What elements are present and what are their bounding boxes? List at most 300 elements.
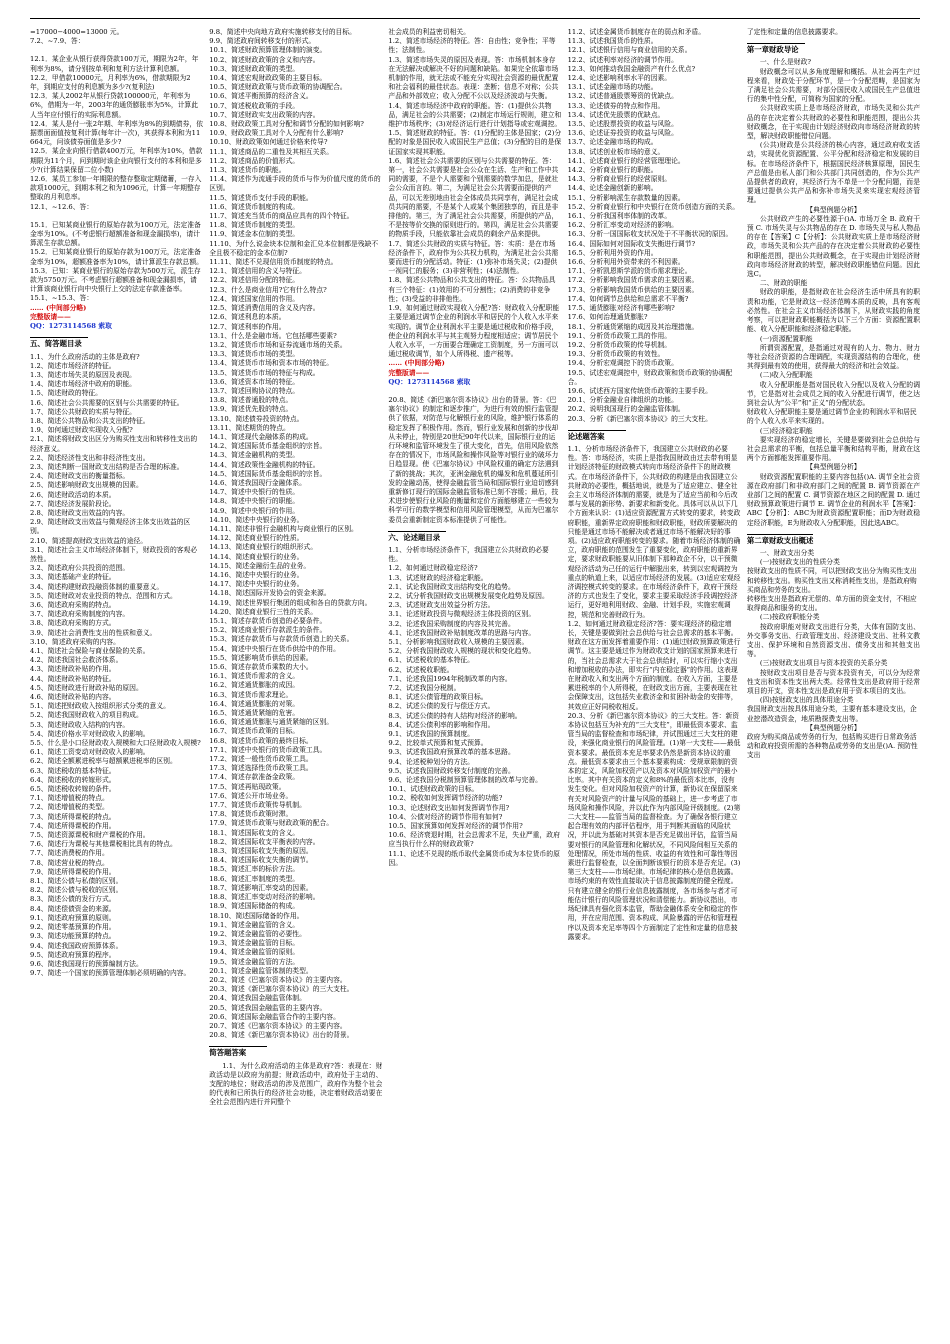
text-line: 17.1、简述中央银行的货币政策工具。 bbox=[209, 745, 327, 754]
text-line: 7.2、试述我国分税制。 bbox=[388, 684, 461, 693]
text-line: 15.5、简述影响货币供给的因素。 bbox=[209, 653, 313, 662]
text-line: 17.9、简述货币政策与财政政策的配合。 bbox=[209, 819, 334, 828]
text-line: 19.2、分析货币政策的传导机制。 bbox=[567, 340, 672, 349]
text-line: 8.2、简述公债与税收的区别。 bbox=[30, 886, 123, 895]
text-line: 14.20、简述商业银行三性的关系。 bbox=[209, 607, 318, 616]
text-line: 1.7、简述公共财政的实质与特征。 bbox=[30, 407, 136, 416]
text-line: =17000−4000=13000 元。 bbox=[30, 28, 124, 36]
text-line: 12.5、简述消费信用的含义及内容。 bbox=[209, 304, 320, 313]
text-line: 11.9、简述金本位制的类型。 bbox=[209, 230, 300, 239]
text-line: …… (中间部分略) bbox=[388, 359, 445, 368]
text-line: 10.6、经济衰退时期，社会总需求不足，失业严重，政府应当执行什么样的财政政策? bbox=[388, 831, 560, 849]
text-line: 4.1、简述社会保险与商业保险的关系。 bbox=[30, 647, 150, 655]
text-line: 所谓资源配置，是指通过对现有的人力、物力、财力等社会经济资源的合理调配，实现资源结构的合理化，使其得到最有效的使用，获得最大的经济和社会效益。 bbox=[746, 343, 921, 371]
text-line: 1.3、简述市场失灵的原因及表现。答：市场机制本身存在无法解决或解决不好的问题和缺陷。如果完全依靠市场机制的作用，就无法或不能充分实现社会资源的最优配置和社会福利的最佳状态。表现：垄断；信息不对称；公共产品和外部效应；收入分配不公以及经济波动与失衡。 bbox=[388, 55, 559, 101]
text-line: 2.9、简述财政支出效益与微观经济主体支出效益的区别。 bbox=[30, 518, 191, 536]
text-line: 8.4、简述偿债资金的来源。 bbox=[30, 904, 116, 913]
text-line: 12.3．某人2002年从银行贷款100000元，年利率为6%，借期为一年，2003年的通货膨胀率为5%，计算此人当年应付银行的实际利息额。 bbox=[30, 92, 199, 119]
text-line: 10.10、财政政策如何通过价格来传导? bbox=[209, 138, 328, 147]
text-line: 收入分配职能是指对国民收入分配以及收入分配的调节，它是指对社会成员之间的收入分配进行调节，使之达到社会认为“公平”和“正义”的分配状态。 bbox=[746, 380, 921, 407]
text-line: 5.1、分析影响我国财政收入规模的主要因素。 bbox=[388, 638, 529, 646]
text-line: 20.2、简述《巴塞尔资本协议》的主要内容。 bbox=[209, 975, 347, 984]
text-line: 12.3、什么是商业信用?它有什么特点? bbox=[209, 285, 327, 294]
text-line: 13.8、简述普通股的特点。 bbox=[209, 396, 293, 405]
text-line: 7.1、论述我国1994年税制改革的内容。 bbox=[388, 674, 512, 683]
text-line: 13.4、试述优先股票的优缺点。 bbox=[567, 110, 665, 119]
text-line: QQ：1273114568 索取 bbox=[30, 322, 112, 331]
text-line: (四)按财政支出的具体用途分类 bbox=[759, 696, 854, 705]
text-line: 一、财政支出分类 bbox=[759, 548, 815, 557]
text-line: 二、财政的职能 bbox=[759, 279, 808, 288]
text-line: 4.3、简述财政补贴的作用。 bbox=[30, 665, 116, 674]
text-line: 8.4、试述公债利率的影响和作用。 bbox=[388, 720, 495, 729]
text-line: 13.2、试述普通股票筹资的优缺点。 bbox=[567, 92, 678, 101]
text-line: 完整版请—— bbox=[388, 368, 430, 377]
text-line: 10.7、简述税收政策的手段。 bbox=[209, 101, 300, 110]
text-line: 7.5、简述资源课税和财产课税的作用。 bbox=[30, 831, 150, 840]
text-line: 3.6、简述政府采购的特点。 bbox=[30, 600, 116, 609]
text-line: 7.6、简述行为课税与其他课税相比具有的特点。 bbox=[30, 840, 177, 849]
section-heading: 第二章财政支出概述 bbox=[746, 535, 814, 545]
text-line: 20.8、简述《新巴塞尔资本协议》出台的背景。 bbox=[209, 1031, 354, 1040]
text-line: 2.7、简述经济发展阶段论。 bbox=[30, 499, 116, 508]
text-line: 18.10、简述国际储备的作用。 bbox=[209, 911, 304, 920]
text-line: 13.7、简述回购协议的特点。 bbox=[209, 386, 300, 395]
text-line: 7.9、简述所得课税的作用。 bbox=[30, 867, 116, 876]
text-line: 18.7、简述影响汇率变动的因素。 bbox=[209, 883, 313, 892]
text-line: 7.1、简述增值税的特点。 bbox=[30, 794, 109, 803]
text-line: 2.2、试分析我国财政支出规模发展变化趋势及原因。 bbox=[388, 591, 549, 600]
text-line: 12.3、如何推动我国金融资产有什么优点? bbox=[567, 64, 696, 73]
text-line: 11.2、简述商品的价值形式。 bbox=[209, 156, 300, 165]
text-line: 14.15、简述金融衍生品的业务。 bbox=[209, 561, 311, 570]
text-line: 14.5、简述国际货币基金组织的宗旨。 bbox=[209, 469, 327, 478]
text-line: 2.6、简述财政活动的本质。 bbox=[30, 490, 116, 499]
text-line: 14.1、论述商业银行的经营管理理论。 bbox=[567, 156, 685, 165]
text-line: 1.9、如何通过财政实现收入分配? bbox=[30, 426, 133, 435]
text-line: 11.1、简述商品的二重性及其相互关系。 bbox=[209, 147, 334, 156]
text-line: (二)按政府职能分类 bbox=[759, 613, 820, 622]
text-line: 1.3、简述市场失灵的原因及表现。 bbox=[30, 370, 136, 379]
column-1 bbox=[30, 28, 203, 1328]
text-line: 2.10、简述提高财政支出效益的途径。 bbox=[30, 536, 148, 545]
text-line: 6.4、简述税收的转嫁形式。 bbox=[30, 775, 116, 784]
text-line: 19.1、简述金融监管的含义。 bbox=[209, 920, 300, 929]
top-rule bbox=[30, 18, 920, 19]
text-line: 12.5．某企业向银行借款400万元，年利率为10%，借款期限为11个月，问到期时该企业向银行支付的本利和是多少?(计算结果保留二位小数) bbox=[30, 147, 203, 174]
text-line: 17.5、通货膨胀对经济有哪些影响? bbox=[567, 304, 675, 313]
section-heading: 论述题答案 bbox=[568, 430, 626, 441]
text-line: (一)资源配置职能 bbox=[759, 334, 813, 343]
column-4 bbox=[568, 28, 741, 1328]
text-line: 5.1、简述把财政收入按组织形式分类的意义。 bbox=[30, 702, 170, 711]
text-line: 14.18、简述国际开发协会的资金来源。 bbox=[209, 589, 331, 598]
text-line: 14.1、简述现代金融体系的构成。 bbox=[209, 432, 313, 441]
text-line: 6.1、简述工资变动对财政收入的影响。 bbox=[30, 748, 150, 757]
text-line: 14.19、简述世界银行集团的组成和各自的贷款方向。 bbox=[209, 598, 372, 607]
text-line: 11.11、简述不兑现信用货币制度的特点。 bbox=[209, 258, 338, 267]
text-line: 20.1、分析金融业自律组织的功能。 bbox=[567, 396, 678, 405]
text-line: 4.1、论述我国财政补贴制度改革的思路与内容。 bbox=[388, 628, 536, 637]
text-line: 3.2、简述政府公共投资的范围。 bbox=[30, 564, 130, 573]
text-line: 14.14、简述商业银行的业务。 bbox=[209, 552, 304, 561]
spacer bbox=[388, 387, 561, 396]
text-line: 4.5、简述财政进行财政补贴的原因。 bbox=[30, 683, 143, 692]
text-line: 20.1、简述金融监管体制的类型。 bbox=[209, 966, 313, 975]
text-line: 15.1、分析影响派生存款数量的因素。 bbox=[567, 193, 685, 202]
text-line: 1.2、如何通过财政稳定经济? bbox=[388, 564, 478, 573]
text-line: 1.6、简述社会公共需要的区别与公共需要的特征。 bbox=[30, 398, 184, 407]
text-line: 按财政支出的性质不同，可以把财政支出分为购买性支出和转移性支出。购买性支出又称消耗性支出，是指政府购买商品和劳务的支出。 bbox=[746, 567, 917, 594]
text-line: 11.1、论述不兑现的纸币取代金属货币成为本位货币的原因。 bbox=[388, 849, 560, 867]
text-line: 10.8、财政政策工具对分配和调节分配的如何影响? bbox=[209, 120, 364, 129]
text-line: 17.8、简述货币政策时滞。 bbox=[209, 810, 293, 819]
text-line: 11.2、试述金属货币制度存在的弱点和矛盾。 bbox=[567, 28, 706, 36]
text-line: 20.3、分析《新巴塞尔资本协议》的三大支柱。答：新资本协议包括互为补充的“三大支柱”，即最低资本要求、监管当局的监督检查和市场纪律，并试图通过三大支柱的建设，来强化商业银行的风险管理。(1)第一大支柱——最低资本要求。最低资本充足率要求仍然是新资本协议的重点。最低资本要求由三个基本要素构成：受规章限制的资本的定义，风险加权资产以及资本对风险加权资产的最小比率。其中有关资本的定义和8%的最低资本比率，没有发生变化。但对风险加权资产的计算，新协议在保留原来有关对风险资产的计量与风险的基础上，进一步考虑了市场风险和操作风险，并以此作为内部风险评级制度。(2)第二大支柱——监管当局的监督检查。为了确保各银行建立起合理有效的内部评估程序，用于判断其面临的风险状况，并以此为基础对其资本是否充足做出评估，监管当局要对银行的风险管理和化解状况，不同风险间相互关系的处理情况，所处市场的性质、收益的有效性和可靠性等因素进行监督检查，以全面判断该银行的资本是否充足。(3)第三大支柱——市场纪律。市场纪律的核心是信息披露。市场约束的有效性直接取决于信息披露制度的健全程度。只有建立健全的银行业信息披露制度，各市场参与者才可能估计银行的风险管理状况和清偿能力。新协议指出，市场纪律具有强化资本监管，帮助金融体系安全和稳定的作用，并在应用范围、资本构成、风险暴露的评估和管理程序以及资本充足率等四个方面制定了定性和定量的信息披露要求。 bbox=[567, 711, 741, 941]
text-line: 8.2、试述公债的发行与偿还方式。 bbox=[388, 702, 495, 711]
text-line: 17.3、简述选择性货币政策工具。 bbox=[209, 764, 313, 773]
text-line: 18.9、简述国际储备的构成。 bbox=[209, 902, 300, 911]
text-line: 9.5、简述政府预算的程序。 bbox=[30, 950, 116, 959]
text-line: 20.3、简述《新巴塞尔资本协议》的三大支柱。 bbox=[209, 985, 354, 994]
text-line: 18.1、分析通货紧缩的成因及其治理措施。 bbox=[567, 322, 699, 331]
text-line: 财政资源配置职能的主要内容包括()A. 调节全社会资源在政府部门和非政府部门之间的配置 B. 调节资源在产业部门之间的配置 C. 调节资源在地区之间的配置 D. 通过财政预算政策进行调节 E. 调节企业的利润水平【答案】：ABC【分析】：ABC为财政资源配置职能；而D为财政稳定经济职能，E为财政收入分配职能，因此选ABC。 bbox=[746, 472, 921, 527]
text-line: 17.3、分析影响我国货币供给的主要因素。 bbox=[567, 285, 699, 294]
text-line: 1.5、简述财政的特征。答：(1)分配的主体是国家；(2)分配的对象是国民收入或国民生产总值；(3)分配的目的是保证国家实现其职能。 bbox=[388, 129, 562, 156]
text-line: 11.10、为什么说金块本位制和金汇兑本位制都是残缺不全且极不稳定的金本位制? bbox=[209, 239, 379, 257]
text-line: 3.1、简述社会主义市场经济体制下，财政投资的客观必然性。 bbox=[30, 545, 198, 563]
text-line: 3.3、简述基础产业的特征。 bbox=[30, 573, 116, 582]
text-line: 13.11、简述期货的特点。 bbox=[209, 423, 290, 432]
text-line: 17.2、简述一般性货币政策工具。 bbox=[209, 755, 313, 764]
text-line: 16.1、简述货币需求的含义。 bbox=[209, 672, 300, 681]
text-line: 【典型例题分析】 bbox=[806, 723, 861, 732]
text-line: 1.2、简述市场经济的特征。答：自由性；竞争性；平等性；法制性。 bbox=[388, 37, 556, 55]
text-line: 19.5、简述金融监管的方法。 bbox=[209, 957, 300, 966]
text-line: 9.3、简述功能预算的特点。 bbox=[30, 932, 116, 941]
text-line: 政府为购买商品或劳务的行为，包括购买进行日常政务活动和政府投资所需的各种物品或劳务的支出是()A. 预防性支出 bbox=[746, 733, 918, 760]
text-line: 14.17、简述中央银行的业务。 bbox=[209, 580, 304, 589]
text-line: 2.1、简述将财政支出区分为购买性支出和转移性支出的经济意义。 bbox=[30, 435, 198, 453]
text-line: 10.7、简述财政实支出政策的内容。 bbox=[209, 110, 320, 119]
text-line: 18.8、简述汇率变动对经济的影响。 bbox=[209, 893, 320, 902]
text-line: 12.4、论述影响利率水平的因素。 bbox=[567, 74, 672, 83]
text-line: 12.6、简述利息的本质。 bbox=[209, 313, 286, 322]
text-line: 1.8、简述公共物品和公共支出的特征。 bbox=[30, 416, 150, 425]
text-line: 15.1、简述存款货币创造的必要条件。 bbox=[209, 617, 327, 625]
text-line: 5.2、简述我国财政收入的项目构成。 bbox=[30, 711, 143, 720]
text-line: 5.5、什么是小口径财政收入规模和大口径财政收入规模? bbox=[30, 739, 201, 748]
text-line: 1.1、为什么政府活动的主体是政府? bbox=[30, 352, 140, 361]
text-line: 1.1、分析市场经济条件下，我国建立公共财政的必要性。答：市场经济，实质上是指我国财政由过去带有明显计划经济特征的财政模式转向市场经济条件下的财政模式。在市场经济条件下，公共财政的构建是由我国建立公共财政的必要性，概括地说，就是为了适应建立、健全社会主义市场经济体制的需要，就是为了适应当前和今后改革与发展的新形势、新要求和新变化。具体可以从以下几个方面来认识：(1)适应资源配置方式转变的要求，转变政府职能，重新界定政府职能和财政职能，财政所要解决的只能是通过市场不能解决或者通过市场不能解决好的事项。(2)适应政府职能转变的要求。随着市场经济体制的确立，政府职能的范围发生了重要变化，政府职能的重新界定，要求财政职能要从旧体制下那种政企不分，以干预微观经济活动为己任的运行中解脱出来，转到以宏观调控为重点的轨道上来，以适应市场经济的发展。(3)适应宏观经济调控模式转变的要求。在市场经济条件下，政府干预经济的方式也发生了变化，要求主要采取经济手段调控经济运行，更好地利用财政、金融、计划手段，实施宏观调控，规范和完善财政行为。 bbox=[567, 444, 741, 619]
text-line: 13.7、论述金融市场的构成。 bbox=[567, 138, 658, 147]
text-line: 7.7、简述消费税的作用。 bbox=[30, 849, 109, 858]
text-line: 19.5、试述宏观调控中，财政政策和货币政策的协调配合。 bbox=[567, 368, 733, 386]
text-line: 18.2、简述国际收支平衡表的内容。 bbox=[209, 837, 320, 846]
text-line: 1.2、简述市场经济的特征。 bbox=[30, 361, 116, 370]
text-line: 6.2、试述税收职能。 bbox=[388, 665, 454, 674]
text-line: 12.1、~12.6、答： bbox=[30, 202, 94, 211]
text-line: 13.6、论述证券投资的收益与风险。 bbox=[567, 129, 678, 138]
text-line: 4.6、简述财政补贴的内容。 bbox=[30, 693, 116, 702]
text-line: 1.5、简述财政的特征。 bbox=[30, 389, 102, 398]
text-line: 16.2、分析汇率变动对经济的影响。 bbox=[567, 221, 678, 230]
text-line: 1.9、如何通过财政实现收入分配?答：财政收入分配职能主要是通过调节企业的利润水平和居民的个人收入水平来实现的。调节企业利润水平主要是通过税收和价格手段，使企业的利润水平与其主观努力程度相适应；调节居民个人收入水平，一方面要合理确定工资制度，另一方面可以通过税收调节，如个人所得税、遗产税等。 bbox=[388, 304, 560, 359]
section-heading: 第一章财政导论 bbox=[747, 43, 805, 54]
text-line: 1.2、如何通过财政稳定经济?答：要实现经济的稳定增长，关键是要做到社会总供给与社会总需求的基本平衡。财政在这方面发挥着重要作用：(1)通过财政预算政策进行调节。这主要是通过作为财政收支计划的国家预算来进行的，当社会总需求大于社会总供给时，可以实行缩小支出和增加税收的办法，即实行“内在稳定器”的作用。这表现在财政收入和支出两个方面的制度。在收入方面，主要是累进税率的个人所得税，在财政支出方面，主要表现在社会保障支出，这包括失业救济金和贫困补助金的安排等，其效应正好同税收相反。 bbox=[567, 619, 741, 711]
text-line: 18.1、简述国际收支的含义。 bbox=[209, 828, 300, 837]
text-line: 1.1、分析市场经济条件下，我国建立公共财政的必要性。 bbox=[388, 545, 549, 564]
text-line: 公共财政产生的必要性源于()A. 市场万全 B. 政府干预 C. 市场失灵与公共物品的存在 D. 市场失灵与私人物品的存在【答案】C【分析】：公共财政实质上是市场经济财政，市场失灵和公共产品的存在决定着公共财政的必要性和职能范围，提出公共财政概念，在于实现由计划经济财政向市场经济财政的转型，解决财政职能错位问题。因此选C。 bbox=[746, 214, 921, 279]
text-line: 10.6、简述平衡预算的经济含义。 bbox=[209, 92, 313, 101]
text-line: 16.3、简述货币需求理论。 bbox=[209, 690, 293, 699]
text-line: 18.6、简述汇率制度的类型。 bbox=[209, 874, 300, 883]
text-line: 17.6、简述公开市场业务。 bbox=[209, 791, 293, 800]
text-line: 10.4、公债对经济的调节作用有如何? bbox=[388, 812, 503, 821]
text-line: 11.4、简述作为流通手段的货币与作为价值尺度的货币的区别。 bbox=[209, 175, 381, 193]
text-line: 1.8、简述公共物品和公共支出的特征。答：公共物品具有三个特征：(1)效用的不可分割性；(2)消费的非竞争性；(3)受益的非排他性。 bbox=[388, 276, 556, 303]
text-line: 14.16、简述中央银行的业务。 bbox=[209, 570, 304, 579]
text-line: 15.2、分析商业银行和中央银行在货币创造方面的关系。 bbox=[567, 202, 740, 211]
text-line: 9.9、简述政府间转移支付的形式。 bbox=[209, 37, 316, 46]
text-line: 14.3、简述金融机构的类型。 bbox=[209, 451, 300, 460]
text-line: 按财政支出项目是否与资本投资有关，可以分为经常性支出和资本性支出两大类。经常性支出是政府用于经常项目的开支，资本性支出是政府用于资本项目的支出。 bbox=[746, 668, 921, 696]
text-line: 7.8、简述营业税的特点。 bbox=[30, 858, 109, 867]
text-line: 14.4、简述政策性金融机构的特征。 bbox=[209, 460, 320, 469]
section-heading: 简答题答案 bbox=[209, 1046, 267, 1057]
text-line: 12.6．某员工参加一年期限的整存整取定期储蓄，一存入款项1000元，到期本利之和为1096元，计算一年期整存整取的月利息率。 bbox=[30, 175, 202, 202]
text-line: 16.3、分析一国国际收支状况处于不平衡状况的原因。 bbox=[567, 230, 733, 239]
text-line: 16.1、分析我国利率体制的改革。 bbox=[567, 212, 672, 221]
text-line: 9.1、试述我国的预算制度。 bbox=[388, 730, 474, 739]
text-line: 14.8、简述中央银行的职能。 bbox=[209, 497, 300, 506]
text-line: 19.4、简述金融监管的原则。 bbox=[209, 948, 300, 957]
text-line: 按政府职能对财政支出进行分类，大体有国防支出、外交事务支出、行政管理支出、经济建设支出、社科文教支出、保护环境和自然资源支出、债务支出和其他支出等。 bbox=[746, 622, 921, 659]
text-line: 12.7、简述利率的作用。 bbox=[209, 322, 286, 331]
column-5 bbox=[747, 28, 920, 1328]
text-line: 9.5、试述我国财政转移支付制度的完善。 bbox=[388, 766, 515, 775]
text-line: 公共财政实质上是市场经济财政，市场失灵和公共产品的存在决定着公共财政的必要性和职能范围，提出公共财政概念，在于实现由计划经济财政向市场经济财政的转型，解决财政职能错位问题。 bbox=[746, 104, 921, 141]
text-line: 财政的职能，是指财政在社会经济生活中所具有的职责和功能，它是财政这一经济范畴本质的反映，具有客观必然性。在社会主义市场经济体制下，从财政实践的角度考察，可以把财政职能概括为以下三个方面：资源配置职能、收入分配职能和经济稳定职能。 bbox=[746, 288, 921, 334]
text-line: 12.1、简述信用的含义与特征。 bbox=[209, 267, 306, 276]
text-line: 12.1．某企业从银行获得贷款100万元，期限为2年，年利率为8%，请分别按单利和复利方法计算利息额。 bbox=[30, 55, 199, 73]
text-line: 13.8、试述创业板市场的意义。 bbox=[567, 147, 665, 156]
text-line: 8.3、试述公债的持有人结构对经济的影响。 bbox=[388, 711, 522, 720]
text-line: 13.3、简述货币市场的类型。 bbox=[209, 350, 300, 359]
text-line: 20.4、简述我国金融监管体制。 bbox=[209, 994, 306, 1003]
text-line: 13.1、什么是金融市场。它包括哪些要素? bbox=[209, 331, 337, 340]
text-line: 7.2、~7.9、答： bbox=[30, 37, 85, 46]
text-line: 8.1、试述公债管理的政策目标。 bbox=[388, 693, 488, 702]
text-line: 15.1、~15.3、答： bbox=[30, 294, 94, 303]
text-line: 17.4、简述存款准备金政策。 bbox=[209, 773, 300, 782]
text-line: 15.4、简述中央银行在货币供给中的作用。 bbox=[209, 644, 340, 653]
text-line: (二)收入分配职能 bbox=[759, 371, 813, 380]
text-line: 13.5、论述股票投资的收益与风险。 bbox=[567, 120, 678, 129]
text-line: 1.6、简述社会公共需要的区别与公共需要的特征。答：第一，社会公共需要是社会公众在生活、生产和工作中共同的需要，不是个人需要和个别需要的数学加总，是就社会公众而言的。第二，为满足社会公共需要而提供的产品，可以无差别地由社会全体成员共同享有，满足社会成员共同的需要，不是某个人或某个集团独享的，而且是非排他的。第三，为了满足社会公共需要，所提供的产品，不是按等价交换的原则进行的。第四，满足社会公共需要的物质手段，只能依靠社会成员的剩余产品来提供。 bbox=[388, 156, 559, 239]
text-line: 13.9、简述优先股的特点。 bbox=[209, 405, 293, 414]
text-line: 16.5、分析利用外资的作用。 bbox=[567, 248, 658, 257]
section-heading: 六、论述题目录 bbox=[388, 531, 446, 542]
text-line: 17.5、简述再贴现政策。 bbox=[209, 782, 286, 791]
text-line: …… (中间部分略) bbox=[30, 303, 87, 312]
text-line: 16.6、分析利用外资带来的不利因素。 bbox=[567, 258, 685, 267]
text-line: 20.6、简述国际金融监管合作的主要内容。 bbox=[209, 1012, 340, 1021]
text-line: 20.8、简述《新巴塞尔资本协议》出台的背景。答：《巴塞尔协议》的制定和逐步推广，为进行有效的银行监管提供了依据，对防范与化解银行业的风险，维护银行体系的稳定发挥了积极作用。然而，银行业发展和创新的步伐却从未停止，特别是20世纪90年代以来，国际银行业的运行环境和监管环境发生了很大变化，首先，信用风险依然存在的情况下，市场风险和操作风险等对银行业的破坏力日趋显现。使《巴塞尔协议》中风险权重的确定方法遇到了新的挑战；其次，亚洲金融危机的爆发和危机蔓延所引发的金融动荡，使得金融监管当局和国际银行业迫切感到重新修订现行的国际金融监管标准已刻不容缓；最后，技术进步使银行业风险的衡量和定价方面能够建立一些较为科学可行的数学模型和信用风险管理模型，从而为巴塞尔委员会重新制定资本标准提供了可能性。 bbox=[388, 395, 559, 524]
text-line: 9.2、比较单式预算和复式预算。 bbox=[388, 739, 488, 748]
text-line: 2.2、简述经济性支出和非经济性支出。 bbox=[30, 453, 150, 462]
text-line: 14.13、简述商业银行的组织形式。 bbox=[209, 543, 318, 552]
text-line: 3.1、论述财政投资与微观经济主体投资的区别。 bbox=[388, 610, 536, 619]
text-line: 10.2、税收如何发挥调节经济的功能? bbox=[388, 794, 503, 803]
text-line: 13.2、简述货币市场和证券流通市场的关系。 bbox=[209, 340, 347, 349]
text-line: 20.3、分析《新巴塞尔资本协议》的三大支柱。 bbox=[567, 414, 712, 423]
text-line: 5.3、简述财政收入结构的内容。 bbox=[30, 720, 130, 729]
text-line: 8.3、简述公债的发行方式。 bbox=[30, 895, 116, 904]
text-line: (公共)财政是公共经济的核心内容，通过政府收支活动，实现优化资源配置、公平分配和经济稳定和发展的目标。在市场经济条件下，根据国民经济核算原理，国民生产总值是由私人部门和公共部门共同创造的，作为公共产品提供者的政府，其经济行为不单是一个分配问题，而是要通过提供公共产品和弥补市场失灵来实现宏观经济管理。 bbox=[746, 141, 921, 205]
column-3 bbox=[388, 28, 561, 1328]
text-line: 【典型例题分析】 bbox=[806, 205, 861, 214]
text-line: 财政概念可以从多角度理解和概括。从社会再生产过程来看，财政处于分配环节，是一个分配范畴，是国家为了满足社会公共需要，对部分国民收入或国民生产总值进行的集中性分配，可简称为国家的分配。 bbox=[746, 67, 921, 104]
text-line: 14.3、分析商业银行的经营原则。 bbox=[567, 175, 672, 184]
text-line: 14.2、分析商业银行的职能。 bbox=[567, 166, 658, 175]
text-line: 19.4、分析宏观调控下的货币政策。 bbox=[567, 359, 678, 368]
text-line: 11.3、简述货币的职能。 bbox=[209, 166, 286, 175]
text-line: 2.3、试述财政支出效益分析方法。 bbox=[388, 601, 495, 610]
text-line: 10.1、简述财政预算管理体制的演变。 bbox=[209, 46, 327, 55]
text-line: 6.2、简述全额累进税率与超额累进税率的区别。 bbox=[30, 757, 177, 766]
text-line: 11.5、简述货币支付手段的职能。 bbox=[209, 193, 313, 202]
text-line: 16.4、简述通货膨胀的对策。 bbox=[209, 699, 300, 708]
text-line: (一)按财政支出的性质分类 bbox=[759, 558, 840, 567]
text-line: 10.5、简述财政政策与货币政策的协调配合。 bbox=[209, 83, 347, 92]
section-heading: 五、简答题目录 bbox=[30, 337, 88, 348]
text-line: 11.6、简述货币制度的构成。 bbox=[209, 202, 300, 211]
text-line: 5.4、简述价格水平对财政收入的影响。 bbox=[30, 729, 150, 738]
text-line: 20.2、说明我国现行的金融监管体制。 bbox=[567, 405, 685, 414]
text-line: 13.5、简述货币市场的特征与构成。 bbox=[209, 368, 320, 377]
text-line: 13.1、试述金融市场的功能。 bbox=[567, 83, 658, 92]
text-line: 16.4、国际如何对国际收支失衡进行调节? bbox=[567, 239, 696, 248]
text-line: 社会成员的利益密切相关。 bbox=[388, 28, 470, 36]
text-line: 6.1、试述税收的基本特征。 bbox=[388, 656, 474, 665]
text-line: 15.3．已知：某商业银行的原始存款为500万元，派生存款为5750万元。不考虑银行超额准备和现金漏损率，请计算该商业银行向中央银行上交的法定存款准备率。 bbox=[30, 266, 201, 294]
text-line: 9.8、简述中央向地方政府实施转移支付的目标。 bbox=[209, 28, 356, 36]
text-line: 转移性支出是指政府无偿的、单方面的资金支付，不相应取得商品和服务的支出。 bbox=[746, 594, 917, 613]
text-line: 4.2、简述我国社会救济体系。 bbox=[30, 656, 123, 665]
text-line: 16.8、简述货币政策的最终目标。 bbox=[209, 736, 313, 745]
text-line: 15.2、简述商业银行存款派生的条件。 bbox=[209, 626, 327, 635]
text-line: 17.2、分析影响我国货币需求的主要因素。 bbox=[567, 276, 699, 285]
text-line: 14.12、简述商业银行的性质。 bbox=[209, 534, 304, 543]
text-line: 16.6、简述通货膨胀与通货紧缩的区别。 bbox=[209, 718, 334, 727]
text-line: (三)按财政支出项目与资本投资的关系分类 bbox=[759, 659, 888, 668]
text-line: 20.5、简述我国金融监管的主要内容。 bbox=[209, 1003, 327, 1012]
text-line: 9.1、简述政府预算的原则。 bbox=[30, 913, 116, 922]
text-line: 3.7、简述政府采购制度的内容。 bbox=[30, 610, 130, 619]
text-line: 一、什么是财政? bbox=[759, 58, 812, 67]
text-line: 4.4、简述财政补贴的特征。 bbox=[30, 674, 116, 683]
text-line: 14.2、简述国际货币基金组织的宗旨。 bbox=[209, 442, 327, 451]
text-line: 3.8、简述政府采购的方式。 bbox=[30, 619, 116, 628]
text-line: 9.3、试述我国政府预算改革的基本思路。 bbox=[388, 748, 515, 757]
text-line: 11.3、试述我国货币的性质。 bbox=[567, 37, 658, 46]
text-line: 12.2、简述信用分配的特征。 bbox=[209, 276, 300, 285]
answer-text: 1.1、为什么政府活动的主体是政府?答：表现在：财政活动是以政府为前提；财政活动中，政府处于主动的、支配的地位；财政活动的涉及范围广，政府作为整个社会的代表和已所执行的经济社会功能，决定着财政活动要在全社会范围内进行并同整个 bbox=[209, 1061, 383, 1107]
text-line: 我国财政支出按具体用途分类，主要有基本建设支出，企业挖潜改造资金，地质勘探费支出等。 bbox=[746, 705, 917, 723]
text-line: 财政收入分配职能主要是通过调节企业的利润水平和居民的个人收入水平来实现的。 bbox=[746, 408, 917, 426]
text-line: 13.6、简述资本市场的特征。 bbox=[209, 377, 300, 386]
text-line: 14.10、简述中央银行的业务。 bbox=[209, 515, 304, 524]
text-line: 11.8、简述货币制度的类型。 bbox=[209, 221, 300, 230]
text-line: 17.6、如何治理通货膨胀? bbox=[567, 313, 648, 322]
text-line: 10.2、简述财政政策的含义和内容。 bbox=[209, 55, 320, 64]
text-line: 10.9、财政政策工具对个人分配有什么影响? bbox=[209, 129, 344, 138]
text-line: 12.4．某人是付一张2年期、年利率为8%的到期债券，依据票面面值按复利计算(每年计一次)，其获得本利和为11664元，问该债券面值是多少? bbox=[30, 119, 203, 147]
text-line: 6.5、简述税收转嫁的条件。 bbox=[30, 785, 116, 794]
text-line: 10.1、试述财政政策的目标。 bbox=[388, 785, 479, 794]
text-line: 19.2、简述金融监管的必要性。 bbox=[209, 929, 306, 938]
text-line: 14.7、简述中央银行的性质。 bbox=[209, 488, 300, 497]
text-line: 16.5、简述通货紧缩的危害。 bbox=[209, 709, 300, 718]
text-line: 19.6、试述西方国家传统货币政策的主要手段。 bbox=[567, 386, 712, 395]
text-line: 18.5、简述汇率的标价方法。 bbox=[209, 865, 300, 874]
text-line: 3.5、简述财政对农业投资的特点、范围和方式。 bbox=[30, 591, 177, 600]
text-line: 17.7、简述货币政策传导机制。 bbox=[209, 801, 306, 810]
text-line: 2.4、简述财政支出的衡量指标。 bbox=[30, 472, 130, 481]
text-line: 20.7、简述《巴塞尔资本协议》的主要内容。 bbox=[209, 1021, 347, 1030]
text-line: 12.2、试述利率对经济的调节作用。 bbox=[567, 55, 678, 64]
text-line: 10.4、简述宏观财政政策的主要目标。 bbox=[209, 74, 327, 83]
text-line: 了定性和定量的信息披露要求。 bbox=[746, 28, 842, 36]
text-line: 17.1、分析凯恩斯学派的货币需求理论。 bbox=[567, 267, 692, 276]
text-line: 13.3、论述债券的特点和作用。 bbox=[567, 101, 665, 110]
text-line: 15.2．已知某商业银行的原始存款为100万元，法定准备金率为10%，超额准备率为10%，请计算派生存款总额。 bbox=[30, 248, 203, 266]
text-line: 【典型例题分析】 bbox=[806, 463, 861, 472]
text-line: 3.10、简述政府采购的内容。 bbox=[30, 637, 120, 646]
text-line: 19.3、分析货币政策的有效性。 bbox=[567, 350, 665, 359]
text-line: (三)经济稳定职能 bbox=[759, 426, 813, 435]
text-line: 1.3、试述财政的经济稳定职能。 bbox=[388, 573, 488, 582]
text-line: 9.4、论述税种划分的方法。 bbox=[388, 757, 474, 766]
text-line: 18.4、简述国际收支失衡的调节。 bbox=[209, 856, 313, 865]
text-line: 15.6、简述存款货币乘数的大小。 bbox=[209, 663, 313, 672]
text-line: 12.4、简述国家信用的作用。 bbox=[209, 294, 300, 303]
text-line: 7.4、简述所得课税的作用。 bbox=[30, 821, 116, 830]
text-line: 7.3、简述所得课税的特点。 bbox=[30, 812, 116, 821]
text-line: 14.9、简述中央银行的作用。 bbox=[209, 506, 300, 515]
text-line: 6.3、简述税收的基本特征。 bbox=[30, 766, 116, 775]
text-line: 1.4、简述市场经济中政府的职能。 bbox=[30, 380, 136, 389]
text-line: 15.3、简述存款货币与存款货币创造上的关系。 bbox=[209, 635, 354, 644]
text-line: 3.9、简述社会消费性支出的性质和意义。 bbox=[30, 628, 157, 637]
text-line: 12.2．甲借款10000元，月利率为6%，借款期限为2年，到期应支付的利息额为多少?(复利法) bbox=[30, 73, 191, 92]
text-line: 9.6、简述我国现行的预算编制方法。 bbox=[30, 959, 143, 968]
text-line: 15.1．已知某商业银行的原始存款为100万元，法定准备金率为10%。(不考虑银行超额准备和现金漏损率)，请计算派生存款总额。 bbox=[30, 220, 201, 248]
text-line: 9.4、简述我国政府预算体系。 bbox=[30, 941, 123, 950]
text-line: 10.3、论述财政支出如何发挥调节作用? bbox=[388, 803, 510, 812]
text-line: 13.10、简述债券投资的特点。 bbox=[209, 414, 304, 423]
text-line: 3.2、论述我国采购制度的内容及其完善。 bbox=[388, 619, 515, 628]
text-line: 1.4、简述市场经济中政府的职能。答：(1)提供公共物品，满足社会的公共需要；(2)制定市场运行规则，建立和维护市场秩序；(3)对经济运行进行计划指导或宏观调控。 bbox=[388, 101, 562, 129]
text-line: 5.2、分析我国财政收入规模的现状和变化趋势。 bbox=[388, 647, 536, 656]
text-line: 14.11、简述非银行金融机构与商业银行的区别。 bbox=[209, 524, 358, 533]
text-line: 14.6、简述我国现行金融体系。 bbox=[209, 478, 306, 487]
text-line: 14.4、论述金融创新的影响。 bbox=[567, 184, 658, 193]
text-line: 3.4、简述构建财政投融资体制的重要意义。 bbox=[30, 582, 164, 591]
text-line: 17.4、如何调节总供给和总需求不平衡? bbox=[567, 294, 689, 303]
column-2 bbox=[209, 28, 382, 1328]
